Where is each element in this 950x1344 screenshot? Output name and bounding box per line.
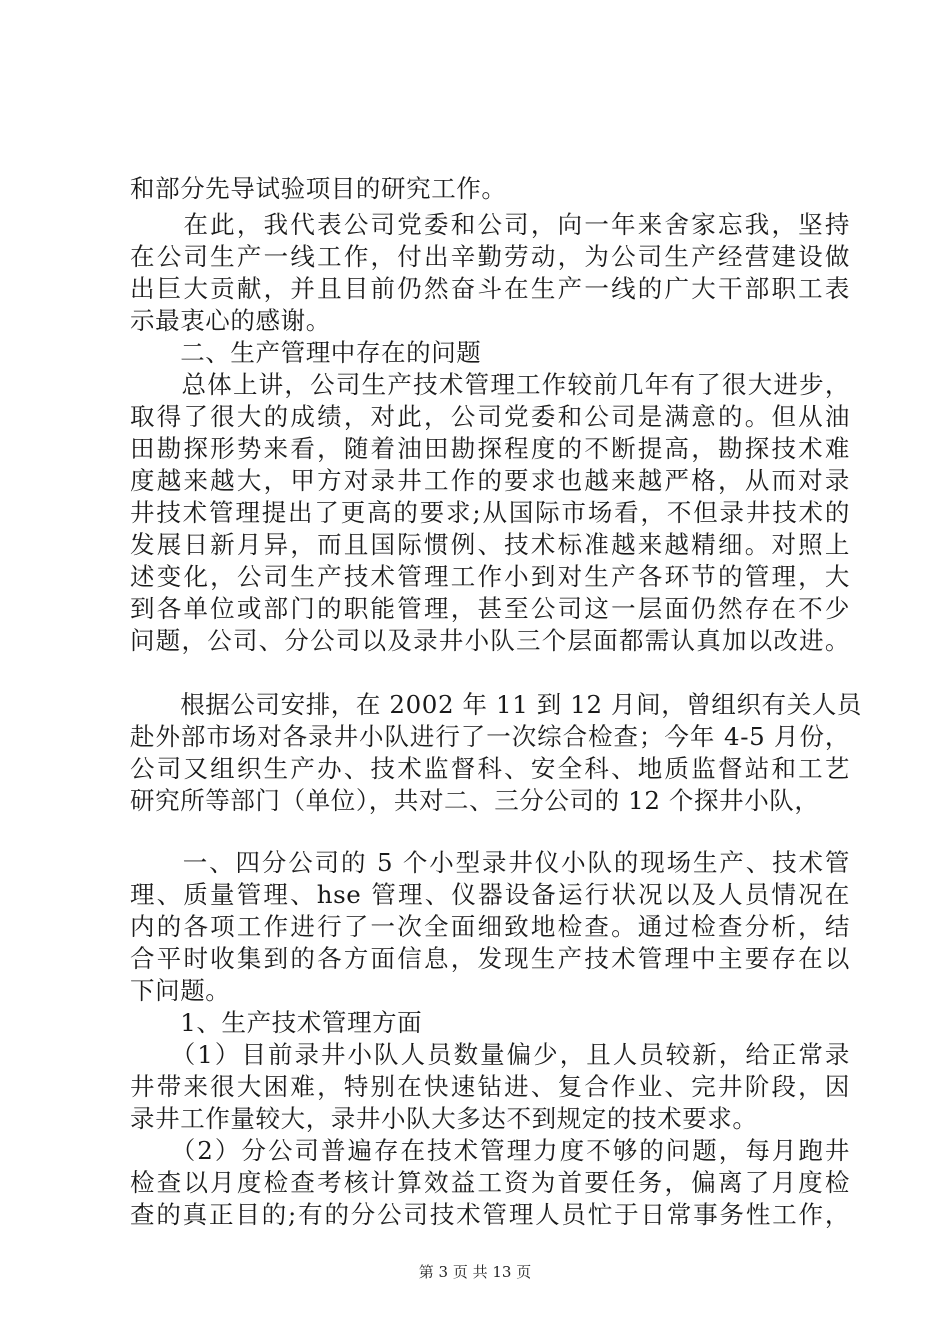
text-line: 井带来很大困难，特别在快速钻进、复合作业、完井阶段，因	[130, 1072, 850, 1101]
text-line: 总体上讲，公司生产技术管理工作较前几年有了很大进步，	[130, 370, 850, 399]
text-line: （1）目前录井小队人员数量偏少，且人员较新，给正常录	[130, 1040, 850, 1069]
subsection-heading: 1、生产技术管理方面	[130, 1008, 423, 1037]
text-line: 检查以月度检查考核计算效益工资为首要任务，偏离了月度检	[130, 1168, 850, 1197]
text-line: 一、四分公司的 5 个小型录井仪小队的现场生产、技术管	[130, 848, 850, 877]
text-line: 到各单位或部门的职能管理，甚至公司这一层面仍然存在不少	[130, 594, 850, 623]
text-line: 井技术管理提出了更高的要求;从国际市场看，不但录井技术的	[130, 498, 850, 527]
text-line: 下问题。	[130, 976, 231, 1005]
text-line: 发展日新月异，而且国际惯例、技术标准越来越精细。对照上	[130, 530, 850, 559]
text-line: 录井工作量较大，录井小队大多达不到规定的技术要求。	[130, 1104, 758, 1133]
text-line: 和部分先导试验项目的研究工作。	[130, 174, 507, 203]
text-line: 内的各项工作进行了一次全面细致地检查。通过检查分析，结	[130, 912, 850, 941]
section-heading: 二、生产管理中存在的问题	[130, 338, 482, 367]
text-line: 理、质量管理、hse 管理、仪器设备运行状况以及人员情况在	[130, 880, 850, 909]
text-line: 田勘探形势来看，随着油田勘探程度的不断提高，勘探技术难	[130, 434, 850, 463]
text-line: 问题，公司、分公司以及录井小队三个层面都需认真加以改进。	[130, 626, 850, 655]
text-line: 述变化，公司生产技术管理工作小到对生产各环节的管理，大	[130, 562, 850, 591]
text-line: 在公司生产一线工作，付出辛勤劳动，为公司生产经营建设做	[130, 242, 850, 271]
text-line: 取得了很大的成绩，对此，公司党委和公司是满意的。但从油	[130, 402, 850, 431]
text-line: （2）分公司普遍存在技术管理力度不够的问题，每月跑井	[130, 1136, 850, 1165]
text-line: 研究所等部门（单位），共对二、三分公司的 12 个探井小队，	[130, 786, 820, 815]
text-line: 在此，我代表公司党委和公司，向一年来舍家忘我，坚持	[130, 210, 850, 239]
text-line: 查的真正目的;有的分公司技术管理人员忙于日常事务性工作，	[130, 1200, 850, 1229]
text-line: 合平时收集到的各方面信息，发现生产技术管理中主要存在以	[130, 944, 850, 973]
text-line: 示最衷心的感谢。	[130, 306, 331, 335]
page-footer: 第 3 页 共 13 页	[418, 1263, 532, 1281]
text-line: 根据公司安排，在 2002 年 11 到 12 月间，曾组织有关人员	[130, 690, 863, 719]
text-line: 出巨大贡献，并且目前仍然奋斗在生产一线的广大干部职工表	[130, 274, 850, 303]
text-line: 赴外部市场对各录井小队进行了一次综合检查；今年 4-5 月份，	[130, 722, 850, 751]
text-line: 度越来越大，甲方对录井工作的要求也越来越严格，从而对录	[130, 466, 850, 495]
text-line: 公司又组织生产办、技术监督科、安全科、地质监督站和工艺	[130, 754, 850, 783]
